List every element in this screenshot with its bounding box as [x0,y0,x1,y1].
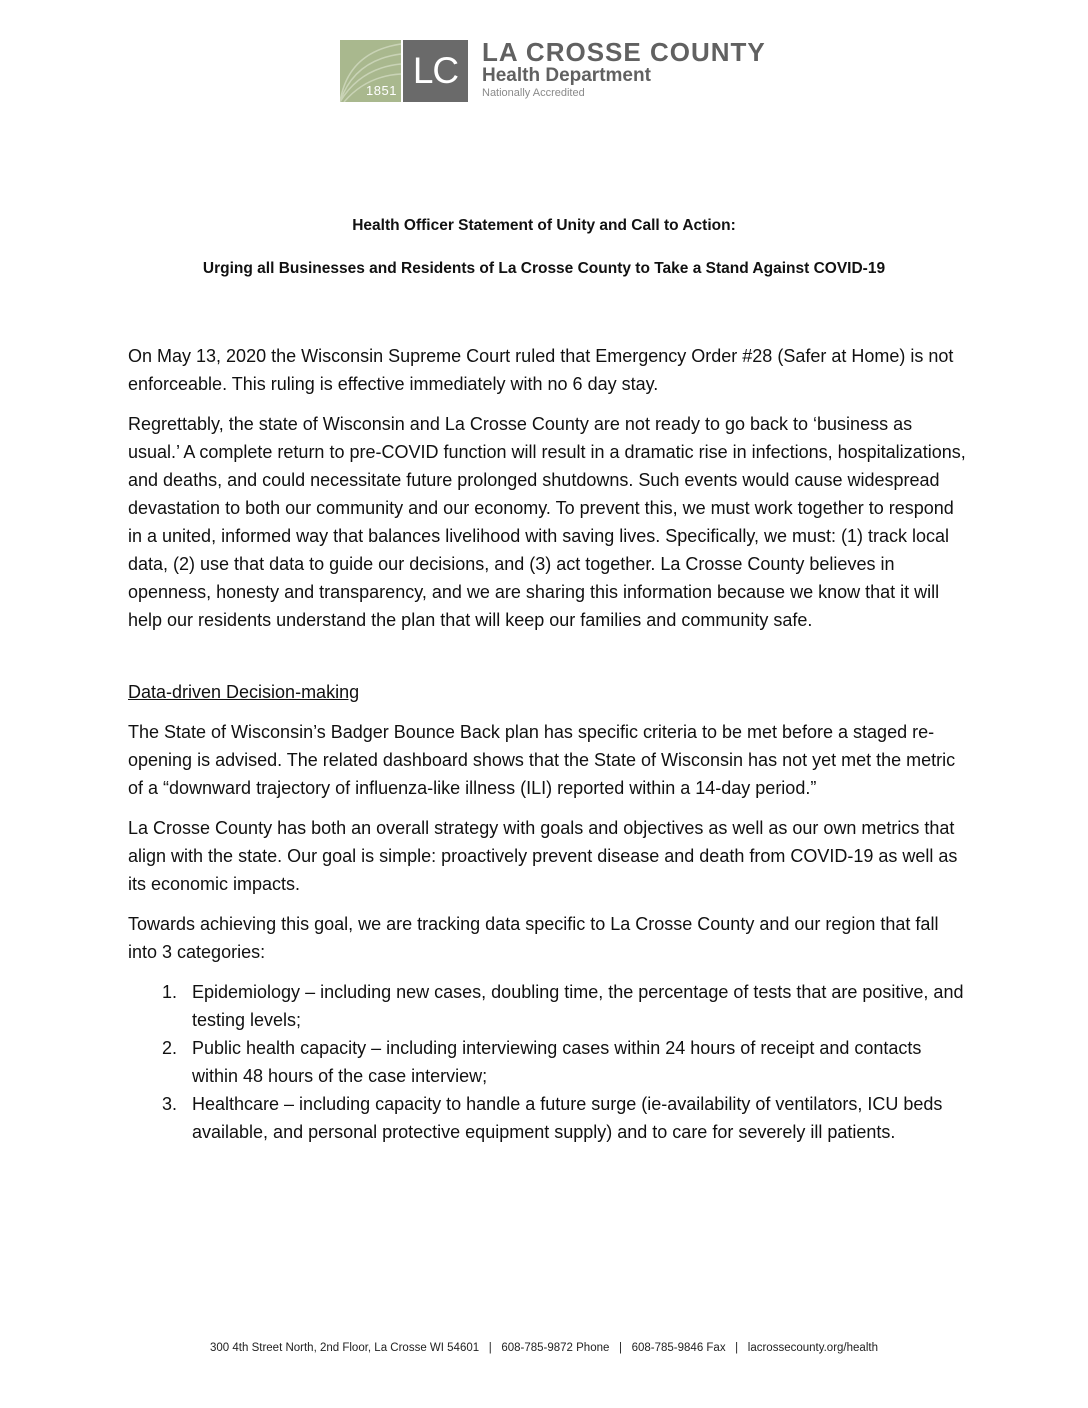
paragraph-badger-bounce-back: The State of Wisconsin’s Badger Bounce Back plan has specific criteria to be met before a staged re-opening is advised. The related dashboard shows that the State of Wisconsin has not yet met the metric of a “downward trajectory of influenza-like illness (ILI) reported within a 14-day period.” [128,722,956,798]
list-item-number: 3. [162,1094,178,1114]
categories-list [128,978,968,1146]
logo [340,37,766,102]
section-heading: Data-driven Decision-making [128,682,360,702]
footer-phone: 608-785-9872 Phone [501,1342,610,1354]
document-body [128,342,968,1146]
accreditation-label: Nationally Accredited [482,87,585,99]
logo-green-block [340,40,401,102]
logo-year: 1851 [366,83,397,98]
footer-fax: 608-785-9846 Fax [631,1342,726,1354]
logo-initials: LC [403,40,468,102]
footer-website: lacrossecounty.org/health [747,1342,878,1354]
footer-separator: | [488,1342,492,1354]
document-subtitle: Urging all Businesses and Residents of La Crosse County to Take a Stand Against COVID-19 [202,260,886,277]
list-item [128,978,968,1034]
footer [0,1342,1088,1354]
county-name: LA CROSSE COUNTY [482,37,766,67]
footer-separator: | [735,1342,739,1354]
list-item [128,1090,968,1146]
department-name: Health Department [482,65,651,86]
paragraph-county-strategy: La Crosse County has both an overall strategy with goals and objectives as well as our own metrics that align with the state. Our goal is simple: proactively prevent disease and death from COVID-19 as well as its economic impacts. [128,818,958,894]
document-title: Health Officer Statement of Unity and Call to Action: [352,217,736,234]
footer-address: 300 4th Street North, 2nd Floor, La Crosse WI 54601 [210,1342,480,1354]
list-item [128,1034,968,1090]
paragraph-court-ruling: On May 13, 2020 the Wisconsin Supreme Court ruled that Emergency Order #28 (Safer at Home) is not enforceable. This ruling is effective immediately with no 6 day stay. [128,346,954,394]
paragraph-not-ready: Regrettably, the state of Wisconsin and La Crosse County are not ready to go back to ‘business as usual.’ A complete return to pre-COVID function will result in a dramatic rise in infections, hospitalizations, and deaths, and could necessitate future prolonged shutdowns. Such events would cause widespread devastation to both our community and our economy. To prevent this, we must work together to respond in a united, informed way that balances livelihood with saving lives. Specifically, we must: (1) track local data, (2) use that data to guide our decisions, and (3) act together. La Crosse County believes in openness, honesty and transparency, and we are sharing this information because we know that it will help our residents understand the plan that will keep our families and community safe. [128,414,966,630]
list-item-number: 2. [162,1038,178,1058]
list-item-number: 1. [162,982,178,1002]
list-item-text: Epidemiology – including new cases, doubling time, the percentage of tests that are positive, and testing levels; [192,982,964,1030]
list-item-text: Public health capacity – including interviewing cases within 24 hours of receipt and contacts within 48 hours of the case interview; [192,1038,922,1086]
footer-separator: | [619,1342,622,1354]
list-item-text: Healthcare – including capacity to handle a future surge (ie-availability of ventilators, ICU beds available, and personal protective equipment supply) and to care for severely ill patients. [192,1094,943,1142]
paragraph-tracking-data: Towards achieving this goal, we are tracking data specific to La Crosse County and our region that fall into 3 categories: [128,914,939,962]
logo-wordmark [482,39,766,100]
